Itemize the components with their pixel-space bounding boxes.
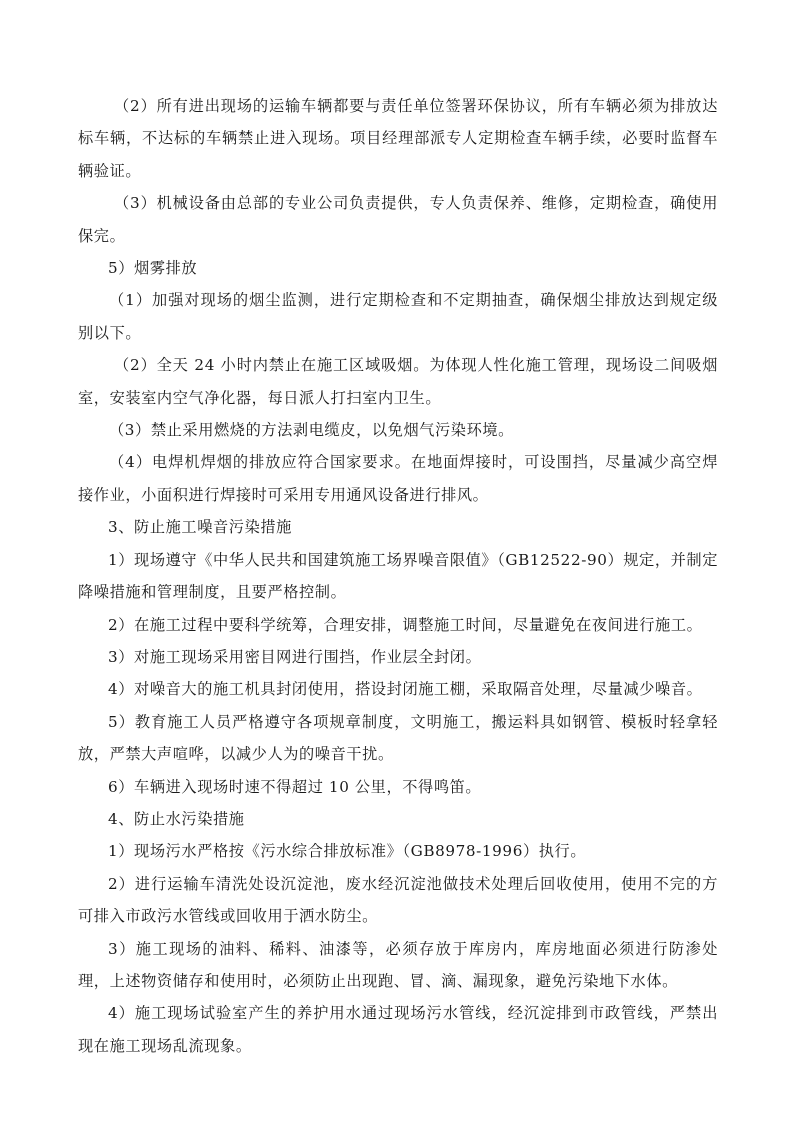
heading-noise-pollution: 3、防止施工噪音污染措施 [108,518,292,537]
document-page [78,90,718,1062]
paragraph-sewage-standard: 1）现场污水严格按《污水综合排放标准》（GB8978-1996）执行。 [108,842,587,861]
heading-water-pollution: 4、防止水污染措施 [108,809,245,828]
paragraph-vehicle-speed: 6）车辆进入现场时速不得超过 10 公里，不得鸣笛。 [108,777,482,796]
paragraph-machinery-maintenance: （3）机械设备由总部的专业公司负责提供，专人负责保养、维修，定期检查，确使用保完。 [78,194,718,245]
paragraph-lab-curing-water: 4）施工现场试验室产生的养护用水通过现场污水管线，经沉淀排到市政管线，严禁出现在施工现场乱流现象。 [78,1004,718,1055]
paragraph-vehicle-agreement: （2）所有进出现场的运输车辆都要与责任单位签署环保协议，所有车辆必须为排放达标车辆，不达标的车辆禁止进入现场。项目经理部派专人定期检查车辆手续，必要时监督车辆验证。 [78,97,718,180]
paragraph-no-smoking: （2）全天 24 小时内禁止在施工区域吸烟。为体现人性化施工管理，现场设二间吸烟室，安装室内空气净化器，每日派人打扫室内卫生。 [78,356,718,407]
paragraph-welding-fumes: （4）电焊机焊烟的排放应符合国家要求。在地面焊接时，可设围挡，尽量减少高空焊接作业，小面积进行焊接时可采用专用通风设备进行排风。 [78,453,718,504]
paragraph-sedimentation-tank: 2）进行运输车清洗处设沉淀池，废水经沉淀池做技术处理后回收使用，使用不完的方可排入市政污水管线或回收用于洒水防尘。 [78,874,718,926]
paragraph-smoke-monitoring: （1）加强对现场的烟尘监测，进行定期检查和不定期抽查，确保烟尘排放达到规定级别以下。 [78,291,718,342]
paragraph-dense-mesh-enclosure: 3）对施工现场采用密目网进行围挡，作业层全封闭。 [108,647,482,666]
paragraph-oil-storage: 3）施工现场的油料、稀料、油漆等，必须存放于库房内，库房地面必须进行防渗处理，上述物资储存和使用时，必须防止出现跑、冒、滴、漏现象，避免污染地下水体。 [78,939,718,990]
paragraph-schedule-planning: 2）在施工过程中要科学统筹，合理安排，调整施工时间，尽量避免在夜间进行施工。 [108,615,703,634]
paragraph-no-burning-cables: （3）禁止采用燃烧的方法剥电缆皮，以免烟气污染环境。 [109,421,514,440]
heading-smoke-emission: 5）烟雾排放 [108,259,198,278]
paragraph-noisy-machinery: 4）对噪音大的施工机具封闭使用，搭设封闭施工棚，采取隔音处理，尽量减少噪音。 [108,680,703,699]
paragraph-noise-standard: 1）现场遵守《中华人民共和国建筑施工场界噪音限值》（GB12522-90）规定，并制定降噪措施和管理制度，且要严格控制。 [78,550,718,602]
paragraph-worker-education: 5）教育施工人员严格遵守各项规章制度，文明施工，搬运料具如钢管、模板时轻拿轻放，严禁大声喧哗，以减少人为的噪音干扰。 [78,712,718,764]
